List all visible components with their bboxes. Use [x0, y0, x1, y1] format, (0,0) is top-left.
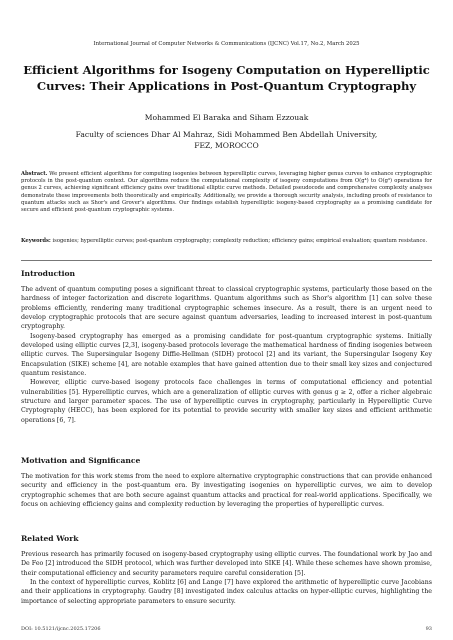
paper-title: Efficient Algorithms for Isogeny Computation on Hyperelliptic Curves: Their Applications in Post-Quantum Cryptography: [23, 63, 430, 93]
introduction-paragraph-3: However, elliptic curve-based isogeny protocols face challenges in terms of computational efficiency and potential vulnerabilities [5]. Hyperelliptic curves, which are a generalization of elliptic curves with genus g ≥ 2, offer a richer algebraic structure and larger parameter spaces. The use of hyperelliptic curves in cryptography, particularly in Hyperelliptic Curve Cryptography (HECC), has been explored for its potential to provide security with smaller key sizes and efficient arithmetic operations [6, 7].: [21, 379, 432, 424]
divider: [21, 260, 432, 261]
motivation-paragraph-1: The motivation for this work stems from the need to explore alternative cryptographic constructions that can provide enhanced security and efficiency in the post-quantum era. By investigating isogenies on hyperelliptic curves, we aim to develop cryptographic schemes that are both secure against quantum attacks and practical for real-world applications. Specifically, we focus on achieving efficiency gains and complexity reduction by leveraging the properties of hyperelliptic curves.: [21, 473, 432, 509]
keywords-text: isogenies; hyperelliptic curves; post-quantum cryptography; complexity reduction; efficiency gains; empirical evaluation; quantum resistance.: [52, 238, 428, 244]
related-work-paragraph-2: In the context of hyperelliptic curves, Koblitz [6] and Lange [7] have explored the arithmetic of hyperelliptic curve Jacobians and their applications in cryptography. Gaudry [8] investigated index calculus attacks on hyper-elliptic curves, highlighting the importance of selecting appropriate parameters to ensure security.: [21, 579, 432, 605]
motivation-heading: Motivation and Significance: [21, 456, 141, 465]
motivation-section: [21, 456, 432, 509]
footer-page-number: 93: [425, 626, 432, 632]
introduction-paragraph-2: Isogeny-based cryptography has emerged as a promising candidate for post-quantum cryptographic systems. Initially developed using elliptic curves [2,3], isogeny-based protocols leverage the mathematical hardness of finding isogenies between elliptic curves. The Supersingular Isogeny Diffie-Hellman (SIDH) protocol [2] and its variant, the Supersingular Isogeny Key Encapsulation (SIKE) scheme [4], are notable examples that have gained attention due to their small key sizes and conjectured quantum resistance.: [21, 332, 432, 378]
abstract-label: Abstract.: [21, 171, 48, 177]
footer-doi: DOI: 10.5121/ijcnc.2025.17206: [21, 626, 101, 632]
affiliation-line-2: FEZ, MOROCCO: [194, 140, 259, 150]
introduction-heading: Introduction: [21, 269, 76, 278]
affiliation: [30, 130, 423, 151]
related-work-paragraph-1: Previous research has primarily focused on isogeny-based cryptography using elliptic curves. The foundational work by Jao and De Feo [2] introduced the SIDH protocol, which was further developed into SIKE [4]. While these schemes have shown promise, their computational efficiency and security parameters require careful consideration [5].: [21, 551, 432, 577]
introduction-paragraph-1: The advent of quantum computing poses a significant threat to classical cryptographic systems, particularly those based on the hardness of integer factorization and discrete logarithms. Quantum algorithms such as Shor's algorithm [1] can solve these problems efficiently, rendering many traditional cryptographic schemes insecure. As a result, there is an urgent need to develop cryptographic protocols that are secure against quantum adversaries, leading to increased interest in post-quantum cryptography.: [21, 286, 432, 331]
abstract: [21, 171, 432, 214]
keywords-label: Keywords:: [21, 238, 51, 244]
introduction-section: [21, 269, 432, 425]
related-work-heading: Related Work: [21, 534, 79, 543]
related-work-section: [21, 534, 432, 606]
affiliation-line-1: Faculty of sciences Dhar Al Mahraz, Sidi Mohammed Ben Abdellah University,: [75, 130, 378, 139]
journal-header: International Journal of Computer Networks & Communications (IJCNC) Vol.17, No.2, March 2025: [93, 41, 360, 47]
keywords: [21, 238, 432, 245]
authors: Mohammed El Baraka and Siham Ezzouak: [144, 113, 309, 122]
abstract-text: We present efficient algorithms for computing isogenies between hyperelliptic curves, leveraging higher genus curves to enhance cryptographic protocols in the post-quantum context. Our algorithms reduce the computational complexity of isogeny computations from O(g⁴) to O(g³) operations for genus 2 curves, achieving significant efficiency gains over traditional elliptic curve methods. Detailed pseudocode and comprehensive complexity analyses demonstrate these improvements both theoretically and empirically. Additionally, we provide a thorough security analysis, including proofs of resistance to quantum attacks such as Shor's and Grover's algorithms. Our findings establish hyperelliptic isogeny-based cryptography as a promising candidate for secure and efficient post-quantum cryptographic systems.: [21, 171, 432, 214]
